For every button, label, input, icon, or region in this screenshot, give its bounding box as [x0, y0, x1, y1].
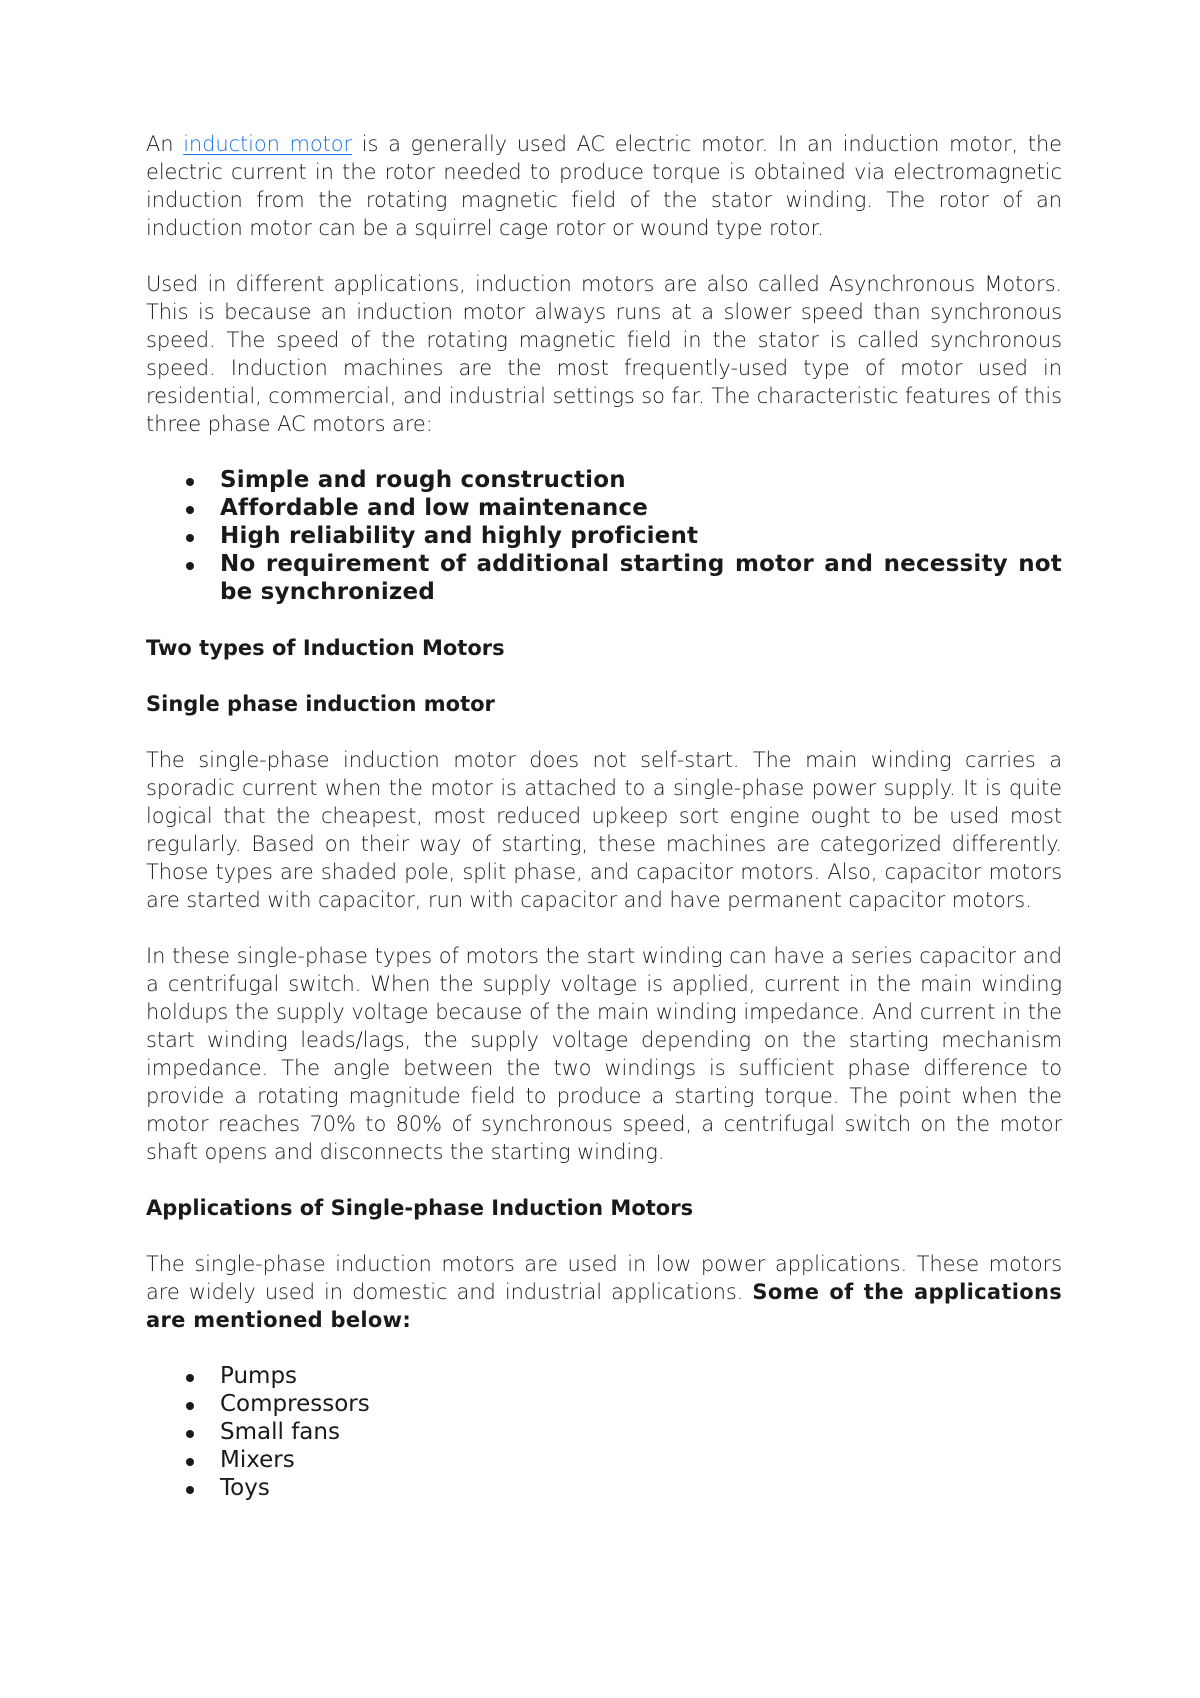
intro-prefix: An [146, 132, 184, 156]
bullet-icon [186, 1486, 194, 1494]
bullet-icon [186, 478, 194, 486]
bullet-icon [186, 1374, 194, 1382]
bullet-icon [186, 506, 194, 514]
list-item: High reliability and highly proficient [146, 522, 1062, 550]
intro-paragraph [146, 130, 1062, 242]
list-item: Compressors [146, 1390, 1062, 1418]
document-page [146, 130, 1062, 1530]
features-list [146, 466, 1062, 606]
heading-two-types: Two types of Induction Motors [146, 636, 505, 660]
heading-single-phase: Single phase induction motor [146, 692, 495, 716]
list-item: Affordable and low maintenance [146, 494, 1062, 522]
list-item: Simple and rough construction [146, 466, 1062, 494]
list-item: Mixers [146, 1446, 1062, 1474]
list-item: Toys [146, 1474, 1062, 1502]
applications-intro-bold: Some of the applications are mentioned below: [146, 1280, 1062, 1332]
bullet-icon [186, 1402, 194, 1410]
list-item: Small fans [146, 1418, 1062, 1446]
applications-paragraph: The single-phase induction motors are used in low power applications. These motors are widely used in domestic and industrial applications. Some of the applications are mentioned below: [146, 1252, 1062, 1332]
bullet-icon [186, 534, 194, 542]
heading-applications: Applications of Single-phase Induction Motors [146, 1196, 694, 1220]
list-item: Pumps [146, 1362, 1062, 1390]
intro-rest: is a generally used AC electric motor. In an induction motor, the electric current in the rotor needed to produce torque is obtained via electromagnetic induction from the rotating magnetic field of the stator winding. The rotor of an induction motor can be a squirrel cage rotor or wound type rotor. [146, 132, 1062, 240]
induction-motor-link[interactable]: induction motor [183, 132, 353, 156]
applications-list [146, 1362, 1062, 1502]
list-item: No requirement of additional starting motor and necessity not be synchronized [146, 550, 1062, 606]
start-winding-paragraph: In these single-phase types of motors the start winding can have a series capacitor and a centrifugal switch. When the supply voltage is applied, current in the main winding holdups the supply voltage because of the main winding impedance. And current in the start winding leads/lags, the supply voltage depending on the starting mechanism impedance. The angle between the two windings is sufficient phase difference to provide a rotating magnitude field to produce a starting torque. The point when the motor reaches 70% to 80% of synchronous speed, a centrifugal switch on the motor shaft opens and disconnects the starting winding. [146, 944, 1062, 1164]
bullet-icon [186, 1458, 194, 1466]
asynchronous-paragraph: Used in different applications, induction motors are also called Asynchronous Motors. This is because an induction motor always runs at a slower speed than synchronous speed. The speed of the rotating magnetic field in the stator is called synchronous speed. Induction machines are the most frequently-used type of motor used in residential, commercial, and industrial settings so far. The characteristic features of this three phase AC motors are: [146, 272, 1062, 436]
bullet-icon [186, 562, 194, 570]
single-phase-paragraph: The single-phase induction motor does not self-start. The main winding carries a sporadic current when the motor is attached to a single-phase power supply. It is quite logical that the cheapest, most reduced upkeep sort engine ought to be used most regularly. Based on their way of starting, these machines are categorized differently. Those types are shaded pole, split phase, and capacitor motors. Also, capacitor motors are started with capacitor, run with capacitor and have permanent capacitor motors. [146, 748, 1062, 912]
bullet-icon [186, 1430, 194, 1438]
